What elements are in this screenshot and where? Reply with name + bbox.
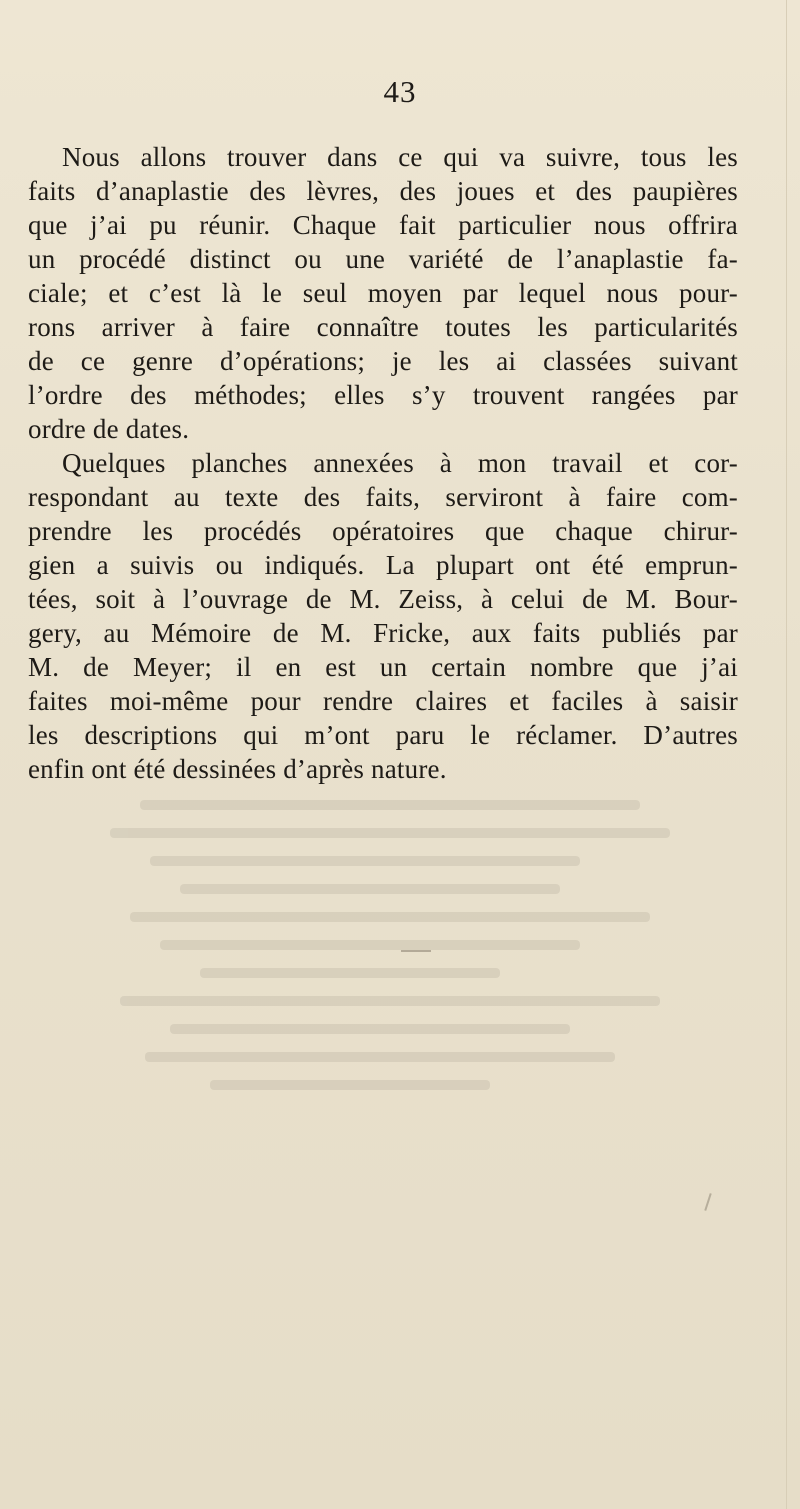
- text-line: que j’ai pu réunir. Chaque fait particulier nous offrira: [28, 210, 738, 240]
- text-line: respondant au texte des faits, serviront à faire com-: [28, 482, 738, 512]
- text-line: l’ordre des méthodes; elles s’y trouvent rangées par: [28, 380, 738, 410]
- text-line: ciale; et c’est là le seul moyen par lequel nous pour-: [28, 278, 738, 308]
- text-line: faites moi-même pour rendre claires et faciles à saisir: [28, 686, 738, 716]
- text-line: de ce genre d’opérations; je les ai classées suivant: [28, 346, 738, 376]
- page-edge: [786, 0, 787, 1509]
- text-line: prendre les procédés opératoires que chaque chirur-: [28, 516, 738, 546]
- text-line: Quelques planches annexées à mon travail et cor-: [62, 448, 738, 478]
- text-line: ordre de dates.: [28, 414, 190, 444]
- print-mark: [401, 950, 431, 952]
- text-line: gien a suivis ou indiqués. La plupart ont été emprun-: [28, 550, 738, 580]
- text-line: M. de Meyer; il en est un certain nombre que j’ai: [28, 652, 738, 682]
- text-line: tées, soit à l’ouvrage de M. Zeiss, à celui de M. Bour-: [28, 584, 738, 614]
- text-line: faits d’anaplastie des lèvres, des joues et des paupières: [28, 176, 738, 206]
- bleed-through-texture: [0, 790, 800, 1210]
- text-line: un procédé distinct ou une variété de l’anaplastie fa-: [28, 244, 738, 274]
- text-line: rons arriver à faire connaître toutes les particularités: [28, 312, 738, 342]
- text-line: enfin ont été dessinées d’après nature.: [28, 754, 447, 784]
- text-line: les descriptions qui m’ont paru le réclamer. D’autres: [28, 720, 738, 750]
- page-number: 43: [383, 74, 417, 109]
- text-line: gery, au Mémoire de M. Fricke, aux faits publiés par: [28, 618, 738, 648]
- text-line: Nous allons trouver dans ce qui va suivre, tous les: [62, 142, 738, 172]
